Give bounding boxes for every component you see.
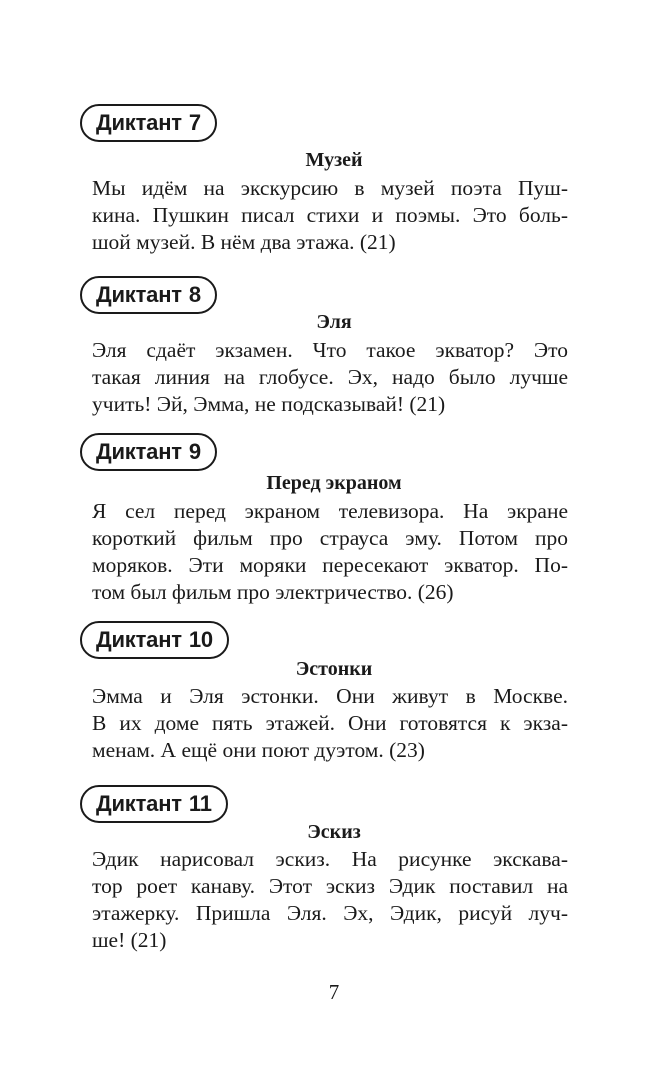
text-line: Эдик нарисовал эскиз. На рисунке экскава- [92,847,568,871]
text-line: шой музей. В нём два этажа. (21) [92,230,396,254]
text-line: Эля сдаёт экзамен. Что такое экватор? Это [92,338,568,362]
text-line: том был фильм про электричество. (26) [92,580,454,604]
dictation-label: Диктант [96,110,182,135]
text-line: Эмма и Эля эстонки. Они живут в Москве. [92,684,568,708]
dictation-title: Перед экраном [266,472,402,494]
dictation-badge [80,621,229,659]
text-line: этажерку. Пришла Эля. Эх, Эдик, рисуй луч- [92,901,568,925]
text-line: короткий фильм про страуса эму. Потом про [92,526,568,550]
text-line: моряков. Эти моряки пересекают экватор. По- [92,553,568,577]
text-line: ше! (21) [92,928,167,952]
dictation-badge [80,104,217,142]
dictation-badge [80,785,228,823]
dictation-label: Диктант [96,627,182,652]
dictation-text [92,337,568,418]
text-line: Я сел перед экраном телевизора. На экране [92,499,568,523]
dictation-text [92,175,568,256]
page-number: 7 [328,980,340,1004]
dictation-label: Диктант [96,791,182,816]
dictation-title: Эстонки [295,658,373,680]
dictation-label: Диктант [96,282,182,307]
dictation-text [92,846,568,954]
dictation-text [92,683,568,764]
text-line: тор роет канаву. Этот эскиз Эдик поставил на [92,874,568,898]
text-line: менам. А ещё они поют дуэтом. (23) [92,738,425,762]
text-line: такая линия на глобусе. Эх, надо было лучше [92,365,568,389]
dictation-label: Диктант [96,439,182,464]
dictation-title: Музей [305,149,363,171]
dictation-badge [80,433,217,471]
dictation-number: 10 [188,627,213,652]
dictation-title: Эскиз [307,821,361,843]
dictation-text [92,498,568,606]
text-line: учить! Эй, Эмма, не подсказывай! (21) [92,392,446,416]
text-line: В их доме пять этажей. Они готовятся к экза- [92,711,568,735]
dictation-number: 8 [188,282,201,307]
text-line: Мы идём на экскурсию в музей поэта Пуш- [92,176,568,200]
dictation-number: 11 [188,791,212,816]
dictation-number: 9 [188,439,201,464]
dictation-title: Эля [316,311,352,333]
dictation-badge [80,276,217,314]
text-line: кина. Пушкин писал стихи и поэмы. Это боль- [92,203,568,227]
dictation-number: 7 [188,110,201,135]
